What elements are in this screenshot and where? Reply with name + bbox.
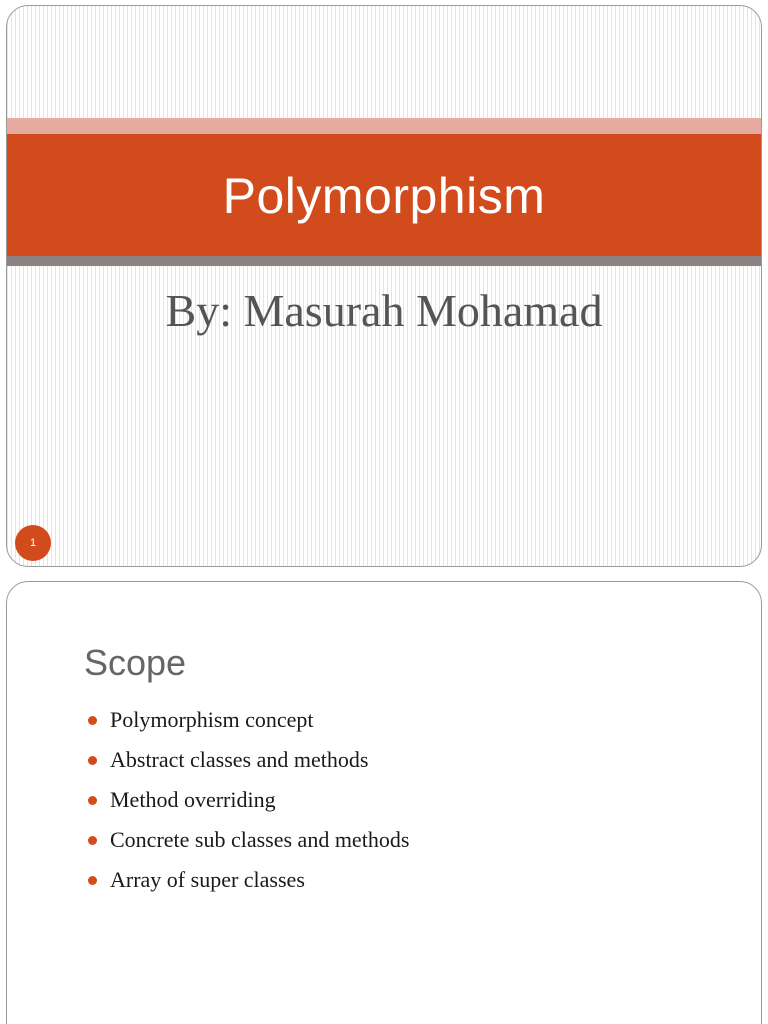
title-slide [6,5,762,567]
list-item-label: Abstract classes and methods [110,747,369,772]
bullet-icon [88,716,97,725]
bullet-icon [88,836,97,845]
content-slide [6,581,762,1024]
list-item-label: Method overriding [110,787,276,812]
list-item-label: Concrete sub classes and methods [110,827,410,852]
list-item [87,860,409,900]
list-item [87,820,409,860]
list-item-label: Polymorphism concept [110,707,314,732]
slide-subtitle: By: Masurah Mohamad [165,285,603,336]
bullet-icon [88,876,97,885]
slide-number-badge: 1 [15,525,51,561]
bullet-icon [88,756,97,765]
list-item [87,700,409,740]
list-item [87,780,409,820]
title-band [7,134,761,256]
bullet-list [87,700,409,900]
list-item [87,740,409,780]
title-band-accent-top [7,118,761,134]
title-band-accent-bottom [7,256,761,266]
bullet-icon [88,796,97,805]
list-item-label: Array of super classes [110,867,305,892]
slide-title: Polymorphism [222,168,546,224]
slide-heading: Scope [84,642,187,683]
